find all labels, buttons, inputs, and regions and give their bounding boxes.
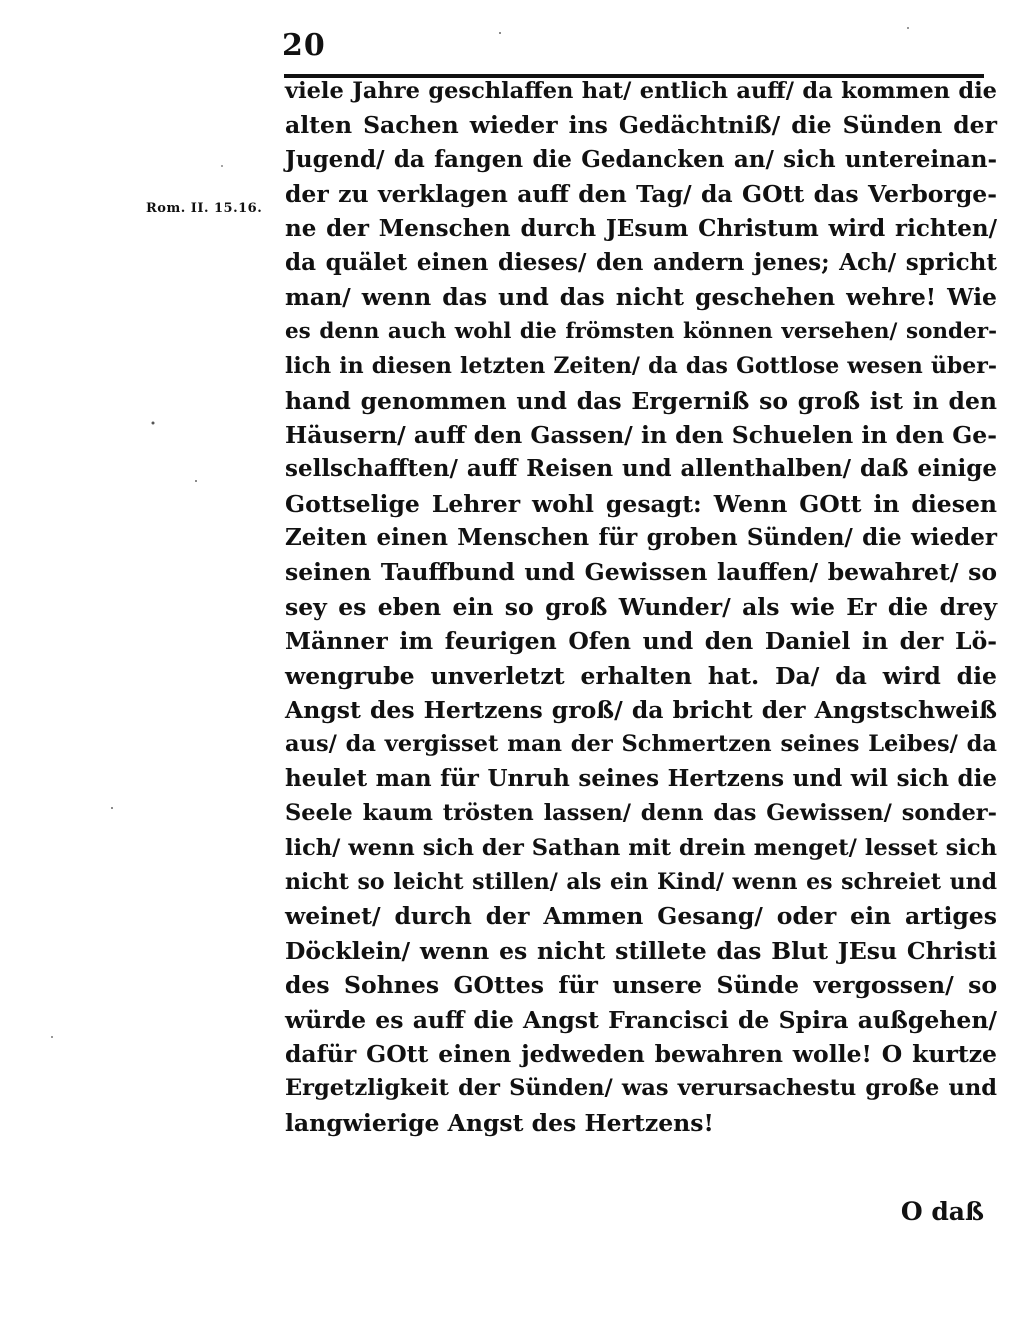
text-line: Seele kaum trösten lassen/ denn das Gewissen/ sonder- xyxy=(285,800,997,827)
text-line: da quälet einen dieses/ den andern jenes; Ach/ spricht xyxy=(285,248,997,276)
body-text xyxy=(285,74,997,1140)
text-line: nicht so leicht stillen/ als ein Kind/ wenn es schreiet und xyxy=(285,868,997,895)
text-line: Häusern/ auff den Gassen/ in den Schuelen in den Ge- xyxy=(285,420,997,449)
page-number: 20 xyxy=(282,28,326,63)
text-line: aus/ da vergisset man der Schmertzen seines Leibes/ da xyxy=(285,731,997,758)
text-line: hand genommen und das Ergerniß so groß ist in den xyxy=(285,386,997,415)
text-line: Gottselige Lehrer wohl gesagt: Wenn GOtt in diesen xyxy=(285,489,997,518)
text-line: alten Sachen wieder ins Gedächtniß/ die Sünden der xyxy=(285,111,997,140)
text-line: lich/ wenn sich der Sathan mit drein menget/ lesset sich xyxy=(285,834,997,861)
margin-note: Rom. II. 15.16. xyxy=(146,201,263,216)
text-line: wengrube unverletzt erhalten hat. Da/ da wird die xyxy=(285,661,997,690)
text-line: sey es eben ein so groß Wunder/ als wie Er die drey xyxy=(285,592,997,621)
text-line: Angst des Hertzens groß/ da bricht der Angstschweiß xyxy=(285,696,997,725)
text-line: Männer im feurigen Ofen und den Daniel in der Lö- xyxy=(285,627,997,656)
text-line: Döcklein/ wenn es nicht stillete das Blut JEsu Christi xyxy=(285,936,997,965)
text-line: seinen Tauffbund und Gewissen lauffen/ bewahret/ so xyxy=(285,558,997,587)
text-line: weinet/ durch der Ammen Gesang/ oder ein artiges xyxy=(285,902,997,931)
text-line: ne der Menschen durch JEsum Christum wird richten/ xyxy=(285,214,997,242)
text-line: dafür GOtt einen jedweden bewahren wolle! O kurtze xyxy=(285,1039,997,1068)
text-line: Jugend/ da fangen die Gedancken an/ sich untereinan- xyxy=(285,145,997,173)
text-line: des Sohnes GOttes für unsere Sünde vergossen/ so xyxy=(285,971,997,1000)
text-line: der zu verklagen auff den Tag/ da GOtt das Verborge- xyxy=(285,180,997,209)
text-line: man/ wenn das und das nicht geschehen wehre! Wie xyxy=(285,283,997,312)
text-line: würde es auff die Angst Francisci de Spira außgehen/ xyxy=(285,1005,997,1034)
text-line: sellschafften/ auff Reisen und allenthalben/ daß einige xyxy=(285,455,997,483)
text-line: viele Jahre geschlaffen hat/ entlich auff/ da kommen die xyxy=(285,78,997,104)
text-line: Ergetzligkeit der Sünden/ was verursachestu große und xyxy=(285,1075,997,1102)
text-line: langwierige Angst des Hertzens! xyxy=(285,1108,714,1137)
text-line: lich in diesen letzten Zeiten/ da das Gottlose wesen über- xyxy=(285,353,997,380)
text-line: es denn auch wohl die frömsten können versehen/ sonder- xyxy=(285,318,997,344)
catchword: O daß xyxy=(900,1197,984,1226)
text-line: heulet man für Unruh seines Hertzens und wil sich die xyxy=(285,764,997,792)
text-line: Zeiten einen Menschen für groben Sünden/ die wieder xyxy=(285,524,997,552)
